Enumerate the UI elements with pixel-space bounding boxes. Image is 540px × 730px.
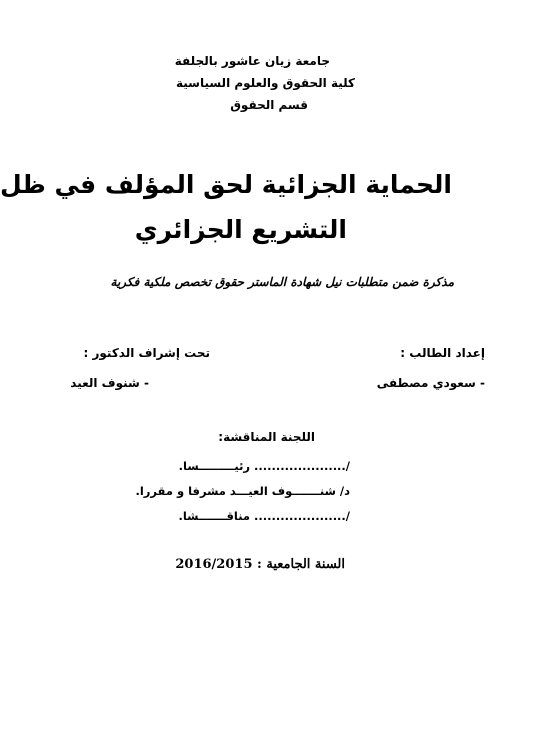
committee-member-supervisor: د/ شنـــــــوف العيـــد مشرفا و مقررا. xyxy=(135,484,350,498)
committee-member-president: /..................... رئيـــــــــسا. xyxy=(178,459,350,473)
department-name: قسم الحقوق xyxy=(230,98,308,112)
thesis-title-line-2: التشريع الجزائري xyxy=(134,215,347,244)
thesis-title-line-1: الحماية الجزائية لحق المؤلف في ظل xyxy=(0,170,452,199)
student-name: - سعودي مصطفى xyxy=(376,376,485,390)
university-name: جامعة زيان عاشور بالجلفة xyxy=(174,54,330,68)
student-label: إعداد الطالب : xyxy=(400,346,485,360)
supervisor-label: تحت إشراف الدكتور : xyxy=(83,346,210,360)
thesis-subtitle: مذكرة ضمن متطلبات نيل شهادة الماستر حقوق تخصص ملكية فكرية xyxy=(110,275,454,289)
faculty-name: كلية الحقوق والعلوم السياسية xyxy=(175,76,355,90)
committee-title: اللجنة المناقشة: xyxy=(218,430,315,444)
academic-year: السنة الجامعية : 2016/2015 xyxy=(175,557,345,572)
supervisor-name: - شنوف العيد xyxy=(70,376,149,390)
committee-member-examiner: /..................... مناقـــــــشا. xyxy=(178,509,350,523)
